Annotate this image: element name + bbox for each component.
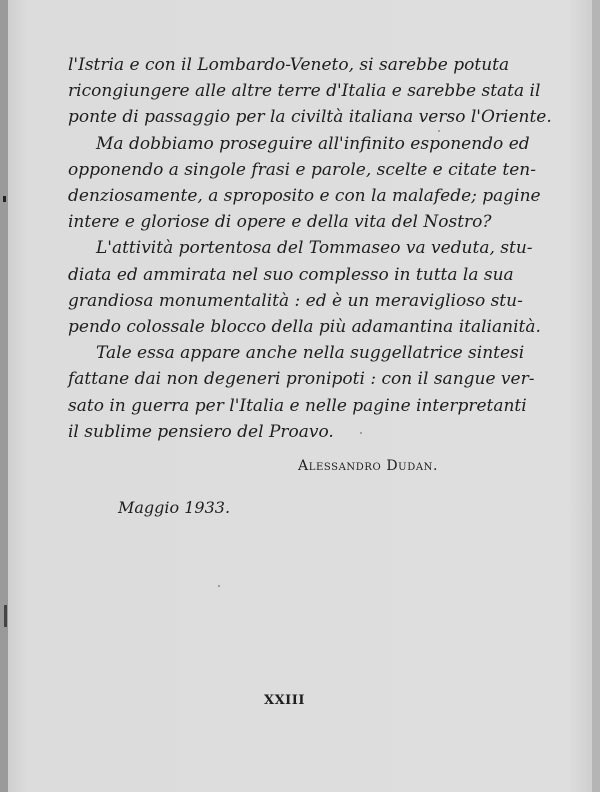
author-signature: Alessandro Dudan. (298, 458, 439, 474)
date-line: Maggio 1933. (118, 498, 231, 517)
text-line: grandiosa monumentalità : ed è un meraviglioso stu- (68, 290, 523, 311)
text-line: Tale essa appare anche nella suggellatrice sintesi (96, 343, 525, 364)
paper-speck (218, 585, 220, 587)
page-number: XXIII (264, 693, 305, 708)
paper-speck (438, 130, 440, 132)
text-line: diata ed ammirata nel suo complesso in tutta la sua (68, 264, 514, 285)
text-line: opponendo a singole frasi e parole, scelte e citate ten- (68, 159, 536, 180)
text-line: il sublime pensiero del Proavo. (68, 421, 334, 442)
text-line: sato in guerra per l'Italia e nelle pagine interpretanti (68, 395, 527, 416)
binding-mark (4, 605, 7, 627)
text-line: L'attività portentosa del Tommaseo va veduta, stu- (96, 238, 533, 259)
text-line: pendo colossale blocco della più adamantina italianità. (68, 317, 541, 338)
text-line: Ma dobbiamo proseguire all'infinito esponendo ed (96, 133, 530, 154)
binding-mark (3, 196, 6, 202)
text-line: intere e gloriose di opere e della vita del Nostro? (68, 212, 492, 233)
book-binding-shadow (0, 0, 8, 792)
page-edge (592, 0, 600, 792)
body-text (68, 52, 552, 445)
text-line: fattane dai non degeneri pronipoti : con il sangue ver- (68, 369, 535, 390)
paper-speck (360, 432, 362, 434)
text-line: ricongiungere alle altre terre d'Italia e sarebbe stata il (68, 81, 541, 102)
text-line: l'Istria e con il Lombardo-Veneto, si sarebbe potuta (68, 55, 510, 75)
book-page (8, 0, 592, 792)
text-line: ponte di passaggio per la civiltà italiana verso l'Oriente. (68, 107, 552, 128)
text-line: denziosamente, a sproposito e con la malafede; pagine (68, 186, 541, 207)
